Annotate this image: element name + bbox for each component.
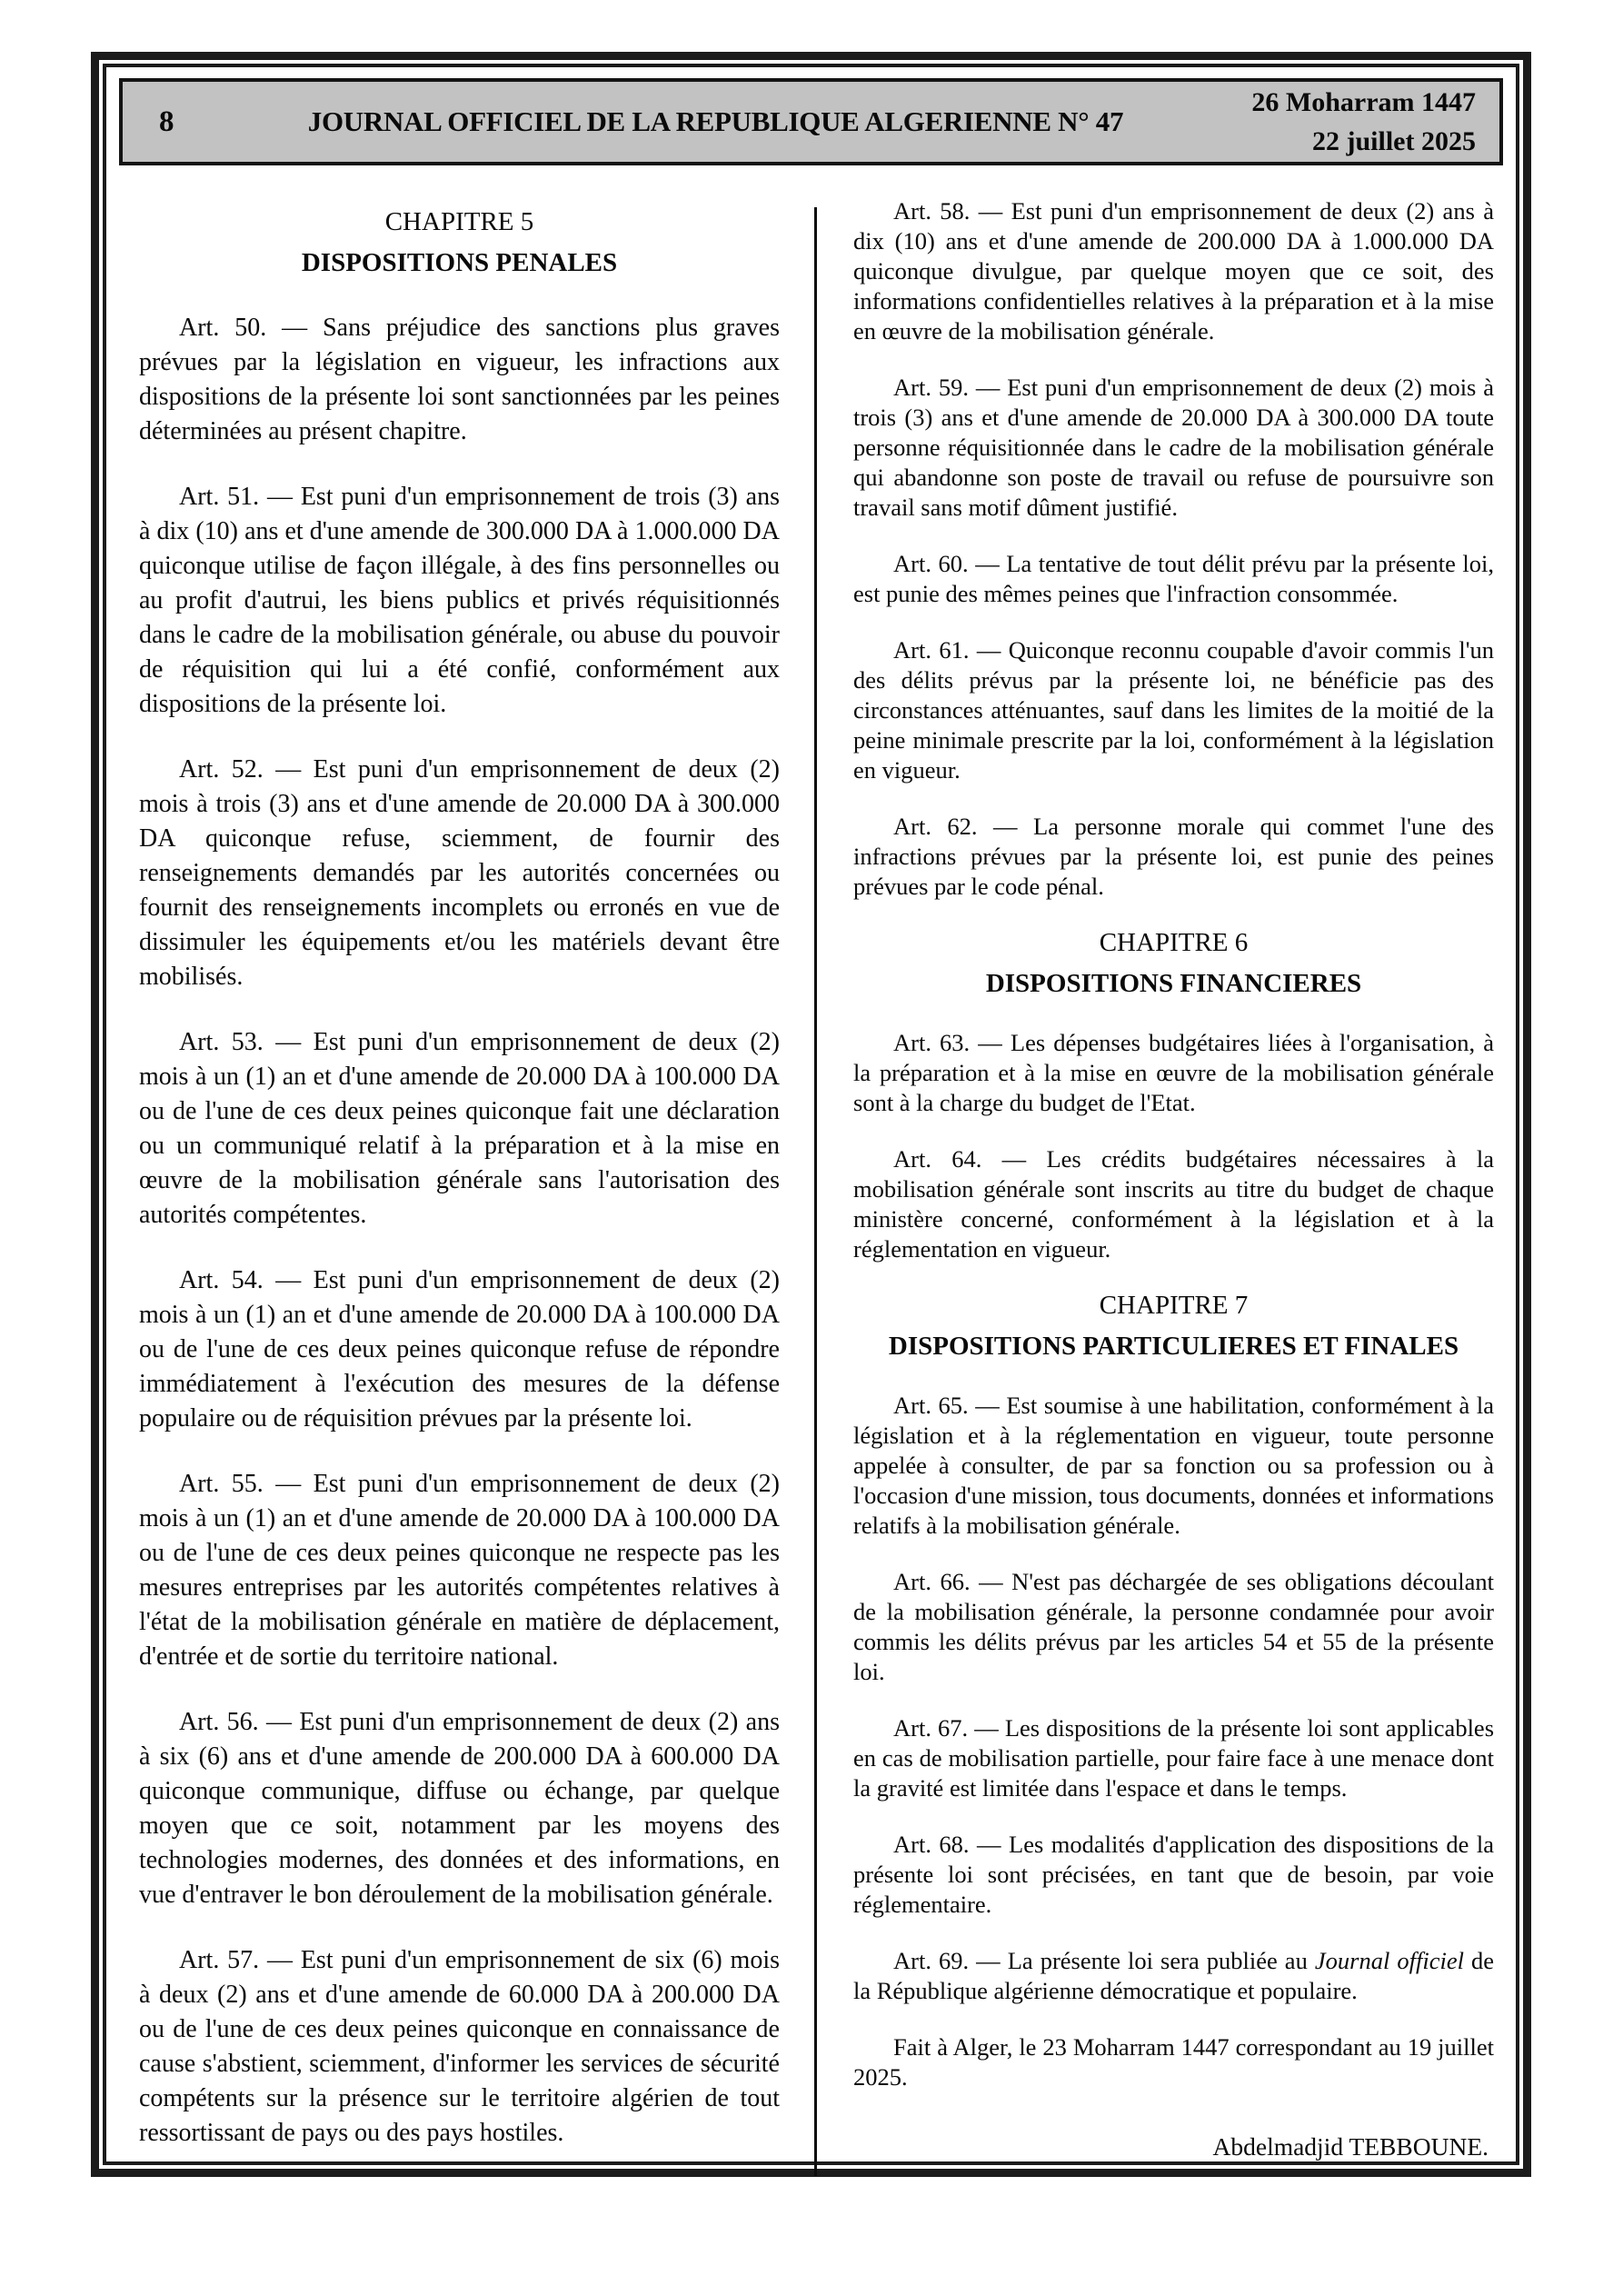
left-column [132, 169, 814, 2181]
article-number: Art. 64. [893, 1145, 982, 1173]
article-text: La tentative de tout délit prévu par la présente loi, est punie des mêmes peines que l'infraction consommée. [853, 550, 1494, 607]
article-number: Art. 52. [179, 755, 264, 784]
date-gregorian: 22 juillet 2025 [1312, 126, 1476, 156]
article-paragraph: Art. 51. — Est puni d'un emprisonnement de trois (3) ans à dix (10) ans et d'une amende de 300.000 DA à 1.000.000 DA quiconque utilise de façon illégale, à des fins personnelles ou au profit d'autrui, les biens publics et privés réquisitionnés dans le cadre de la mobilisation générale, ou abuse du pouvoir de réquisition qui lui a été confié, conformément aux dispositions de la présente loi. [139, 483, 781, 718]
page-number: 8 [159, 105, 174, 138]
article-paragraph: Art. 56. — Est puni d'un emprisonnement de deux (2) ans à six (6) ans et d'une amende de 200.000 DA à 600.000 DA quiconque communique, diffuse ou échange, par quelque moyen que ce soit, notamment par les moyens des technologies modernes, des données et des informations, en vue d'entraver le bon déroulement de la mobilisation générale. [139, 1708, 781, 1909]
article-number: Art. 50. [179, 314, 267, 342]
closing-text: Fait à Alger, le 23 Moharram 1447 correspondant au 19 juillet 2025. [853, 2033, 1494, 2091]
article-number: Art. 68. [893, 1831, 970, 1858]
chapter-heading [853, 928, 1494, 999]
article-number: Art. 61. [893, 636, 970, 664]
article-number: Art. 51. [179, 483, 260, 511]
signature-name: Abdelmadjid TEBBOUNE. [1212, 2132, 1489, 2161]
article-text: Est soumise à une habilitation, conformément à la législation et à la réglementation en vigueur, toute personne appelée à consulter, de par sa fonction ou sa profession ou à l'occasion d'une mission, tous documents, données et informations relatifs à la mobilisation générale. [853, 1392, 1494, 1539]
article-paragraph: Art. 52. — Est puni d'un emprisonnement de deux (2) mois à trois (3) ans et d'une amende de 20.000 DA à 300.000 DA quiconque refuse, sciemment, de fournir des renseignements demandés par les autorités concernées ou fournit des renseignements incomplets ou erronés en vue de dissimuler les équipements et/ou les matériels devant être mobilisés. [139, 755, 780, 991]
article-text: Est puni d'un emprisonnement de deux (2) mois à un (1) an et d'une amende de 20.000 DA à 100.000 DA ou de l'une de ces deux peines quiconque fait une déclaration ou un communiqué relatif à la préparation et à la mise en œuvre de la mobilisation générale sans l'autorisation des autorités compétentes. [139, 1028, 780, 1229]
article-number: Art. 60. [893, 550, 969, 577]
article-paragraph: Art. 55. — Est puni d'un emprisonnement de deux (2) mois à un (1) an et d'une amende de 20.000 DA à 100.000 DA ou de l'une de ces deux peines quiconque ne respecte pas les mesures entreprises par les autorités compétentes relatives à l'état de la mobilisation générale en matière de déplacement, d'entrée et de sortie du territoire national. [139, 1470, 780, 1671]
article-text: La présente loi sera publiée au [1007, 1947, 1315, 1974]
article-text: Les dispositions de la présente loi sont applicables en cas de mobilisation partielle, pour faire face à une menace dont la gravité est limitée dans l'espace et dans le temps. [853, 1714, 1495, 1802]
header-dates [1200, 83, 1499, 161]
signature [853, 2132, 1494, 2161]
article-number: Art. 63. [893, 1029, 971, 1056]
journal-title: JOURNAL OFFICIEL DE LA REPUBLIQUE ALGERIENNE N° 47 [307, 105, 1124, 137]
page-header [119, 78, 1503, 165]
article-text: Est puni d'un emprisonnement de deux (2) mois à trois (3) ans et d'une amende de 20.000 DA à 300.000 DA quiconque refuse, sciemment, de fournir des renseignements demandés par les autorités concernées ou fournit des renseignements incomplets ou erronés en vue de dissimuler les équipements et/ou les matériels devant être mobilisés. [139, 755, 780, 991]
article-text: de la République algérienne démocratique et populaire. [853, 1947, 1495, 2004]
article-paragraph: Art. 53. — Est puni d'un emprisonnement de deux (2) mois à un (1) an et d'une amende de 20.000 DA à 100.000 DA ou de l'une de ces deux peines quiconque fait une déclaration ou un communiqué relatif à la préparation et à la mise en œuvre de la mobilisation générale sans l'autorisation des autorités compétentes. [139, 1028, 780, 1229]
article-text: Les crédits budgétaires nécessaires à la mobilisation générale sont inscrits au titre du budget de chaque ministère concerné, conformément à la législation et à la réglementation en vigueur. [853, 1145, 1495, 1263]
article-number: Art. 55. [179, 1470, 264, 1498]
article-paragraph: Art. 65. — Est soumise à une habilitation, conformément à la législation et à la réglementation en vigueur, toute personne appelée à consulter, de par sa fonction ou sa profession ou à l'occasion d'une mission, tous documents, données et informations relatifs à la mobilisation générale. [853, 1392, 1494, 1539]
article-number: Art. 53. [179, 1028, 264, 1056]
article-number: Art. 56. [179, 1708, 259, 1736]
article-number: Art. 65. [893, 1392, 969, 1419]
article-text: Est puni d'un emprisonnement de deux (2) ans à six (6) ans et d'une amende de 200.000 DA à 600.000 DA quiconque communique, diffuse ou échange, par quelque moyen que ce soit, notamment par les moyens des technologies modernes, des données et des informations, en vue d'entraver le bon déroulement de la mobilisation générale. [139, 1708, 781, 1909]
article-number: Art. 66. [893, 1568, 971, 1595]
chapter-title: DISPOSITIONS PARTICULIERES ET FINALES [888, 1332, 1459, 1361]
article-number: Art. 58. [893, 197, 971, 225]
article-text: N'est pas déchargée de ses obligations découlant de la mobilisation générale, la personne condamnée pour avoir commis les délits prévus par les articles 54 et 55 de la présente loi. [853, 1568, 1495, 1685]
two-column-body [119, 165, 1503, 2181]
article-text: Est puni d'un emprisonnement de deux (2) mois à un (1) an et d'une amende de 20.000 DA à 100.000 DA ou de l'une de ces deux peines quiconque ne respecte pas les mesures entreprises par les autorités compétentes relatives à l'état de la mobilisation générale en matière de déplacement, d'entrée et de sortie du territoire national. [139, 1470, 780, 1671]
article-text: Les modalités d'application des dispositions de la présente loi sont précisées, en tant que de besoin, par voie réglementaire. [853, 1831, 1495, 1918]
page-border [91, 52, 1531, 2177]
closing-paragraph [853, 2032, 1494, 2092]
article-paragraph: Art. 64. — Les crédits budgétaires nécessaires à la mobilisation générale sont inscrits au titre du budget de chaque ministère concerné, conformément à la législation et à la réglementation en vigueur. [853, 1145, 1495, 1263]
article-paragraph: Art. 54. — Est puni d'un emprisonnement de deux (2) mois à un (1) an et d'une amende de 20.000 DA à 100.000 DA ou de l'une de ces deux peines quiconque refuse de répondre immédiatement à l'exécution des mesures de la défense populaire ou de réquisition prévues par la présente loi. [139, 1266, 780, 1433]
article-text: Est puni d'un emprisonnement de six (6) mois à deux (2) ans et d'une amende de 60.000 DA à 200.000 DA ou de l'une de ces deux peines quiconque en connaissance de cause s'abstient, sciemment, d'informer les services de sécurité compétents sur la présence sur le territoire algérien de tout ressortissant de pays ou des pays hostiles. [139, 1946, 781, 2147]
article-number: Art. 54. [179, 1266, 264, 1294]
article-paragraph: Art. 68. — Les modalités d'application des dispositions de la présente loi sont précisées, en tant que de besoin, par voie réglementaire. [853, 1831, 1495, 1918]
article-paragraph: Art. 69. — La présente loi sera publiée au Journal officiel de la République algérienne démocratique et populaire. [853, 1947, 1495, 2004]
article-number: Art. 57. [179, 1946, 260, 1974]
article-text: La personne morale qui commet l'une des infractions prévues par la présente loi, est punie des peines prévues par le code pénal. [853, 813, 1495, 900]
chapter-title: DISPOSITIONS FINANCIERES [985, 969, 1362, 998]
article-paragraph: Art. 57. — Est puni d'un emprisonnement de six (6) mois à deux (2) ans et d'une amende de 60.000 DA à 200.000 DA ou de l'une de ces deux peines quiconque en connaissance de cause s'abstient, sciemment, d'informer les services de sécurité compétents sur la présence sur le territoire algérien de tout ressortissant de pays ou des pays hostiles. [139, 1946, 781, 2147]
article-paragraph: Art. 59. — Est puni d'un emprisonnement de deux (2) mois à trois (3) ans et d'une amende de 20.000 DA à 300.000 DA toute personne réquisitionnée dans le cadre de la mobilisation générale qui abandonne son poste de travail ou refuse de poursuivre son travail sans motif dûment justifié. [853, 374, 1495, 521]
article-paragraph: Art. 63. — Les dépenses budgétaires liées à l'organisation, à la préparation et à la mise en œuvre de la mobilisation générale sont à la charge du budget de l'Etat. [853, 1029, 1494, 1116]
article-text: Journal officiel [1314, 1947, 1464, 1974]
article-number: Art. 59. [893, 374, 969, 401]
article-paragraph: Art. 50. — Sans préjudice des sanctions plus graves prévues par la législation en vigueur, les infractions aux dispositions de la présente loi sont sanctionnées par les peines déterminées au présent chapitre. [139, 314, 780, 445]
article-text: Est puni d'un emprisonnement de deux (2) ans à dix (10) ans et d'une amende de 200.000 DA à 1.000.000 DA quiconque divulgue, par quelque moyen que ce soit, des informations confidentielles relatives à la préparation et à la mise en œuvre de la mobilisation générale. [853, 197, 1494, 344]
article-paragraph: Art. 58. — Est puni d'un emprisonnement de deux (2) ans à dix (10) ans et d'une amende de 200.000 DA à 1.000.000 DA quiconque divulgue, par quelque moyen que ce soit, des informations confidentielles relatives à la préparation et à la mise en œuvre de la mobilisation générale. [853, 197, 1494, 344]
chapter-title: DISPOSITIONS PENALES [301, 248, 618, 277]
article-paragraph: Art. 67. — Les dispositions de la présente loi sont applicables en cas de mobilisation partielle, pour faire face à une menace dont la gravité est limitée dans l'espace et dans le temps. [853, 1714, 1495, 1802]
article-number: Art. 67. [893, 1714, 969, 1742]
right-column [817, 169, 1498, 2181]
article-paragraph: Art. 60. — La tentative de tout délit prévu par la présente loi, est punie des mêmes peines que l'infraction consommée. [853, 550, 1494, 607]
date-hijri: 26 Moharram 1447 [1251, 87, 1476, 117]
chapter-number: CHAPITRE 6 [1099, 928, 1249, 957]
article-text: Est puni d'un emprisonnement de deux (2) mois à un (1) an et d'une amende de 20.000 DA à 100.000 DA ou de l'une de ces deux peines quiconque refuse de répondre immédiatement à l'exécution des mesures de la défense populaire ou de réquisition prévues par la présente loi. [139, 1266, 780, 1433]
article-text: Est puni d'un emprisonnement de deux (2) mois à trois (3) ans et d'une amende de 20.000 DA à 300.000 DA toute personne réquisitionnée dans le cadre de la mobilisation générale qui abandonne son poste de travail ou refuse de poursuivre son travail sans motif dûment justifié. [853, 374, 1495, 521]
article-text: Quiconque reconnu coupable d'avoir commis l'un des délits prévus par la présente loi, ne bénéficie pas des circonstances atténuantes, sauf dans les limites de la moitié de la peine minimale prescrite par la loi, conformément à la législation en vigueur. [853, 636, 1494, 784]
article-paragraph: Art. 62. — La personne morale qui commet l'une des infractions prévues par la présente loi, est punie des peines prévues par le code pénal. [853, 813, 1495, 900]
chapter-number: CHAPITRE 7 [1099, 1291, 1249, 1320]
chapter-number: CHAPITRE 5 [384, 207, 534, 236]
article-paragraph: Art. 61. — Quiconque reconnu coupable d'avoir commis l'un des délits prévus par la présente loi, ne bénéficie pas des circonstances atténuantes, sauf dans les limites de la moitié de la peine minimale prescrite par la loi, conformément à la législation en vigueur. [853, 636, 1494, 784]
article-text: Sans préjudice des sanctions plus graves prévues par la législation en vigueur, les infractions aux dispositions de la présente loi sont sanctionnées par les peines déterminées au présent chapitre. [139, 314, 780, 445]
article-paragraph: Art. 66. — N'est pas déchargée de ses obligations découlant de la mobilisation générale, la personne condamnée pour avoir commis les délits prévus par les articles 54 et 55 de la présente loi. [853, 1568, 1495, 1685]
article-text: Les dépenses budgétaires liées à l'organisation, à la préparation et à la mise en œuvre de la mobilisation générale sont à la charge du budget de l'Etat. [853, 1029, 1494, 1116]
page-inner-border [103, 64, 1519, 2165]
article-text: Est puni d'un emprisonnement de trois (3) ans à dix (10) ans et d'une amende de 300.000 DA à 1.000.000 DA quiconque utilise de façon illégale, à des fins personnelles ou au profit d'autrui, les biens publics et privés réquisitionnés dans le cadre de la mobilisation générale, ou abuse du pouvoir de réquisition qui lui a été confié, conformément aux dispositions de la présente loi. [139, 483, 781, 718]
article-number: Art. 62. [893, 813, 978, 840]
article-number: Art. 69. [893, 1947, 970, 1974]
chapter-heading [853, 1291, 1494, 1362]
chapter-heading [139, 207, 780, 278]
